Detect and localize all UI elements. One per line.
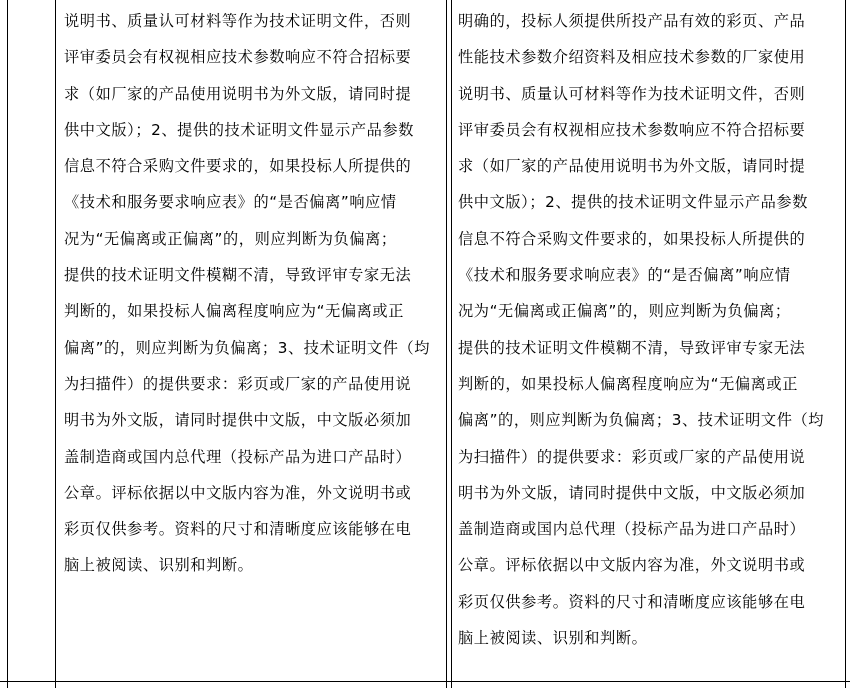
text-line: 为扫描件）的提供要求：彩页或厂家的产品使用说 — [458, 447, 806, 466]
text-line: 公章。评标依据以中文版内容为准，外文说明书或 — [64, 483, 412, 502]
text-line: 判断的，如果投标人偏离程度响应为“无偏离或正 — [458, 374, 799, 393]
text-line: 偏离”的，则应判断为负偏离；3、技术证明文件（均 — [64, 338, 431, 357]
text-line: 况为“无偏离或正偏离”的，则应判断为负偏离； — [64, 229, 397, 248]
text-line: 脑上被阅读、识别和判断。 — [458, 629, 648, 648]
text-line: 说明书、质量认可材料等作为技术证明文件，否则 — [458, 84, 806, 103]
text-line: 盖制造商或国内总代理（投标产品为进口产品时） — [64, 447, 412, 466]
left-cell-paragraph — [64, 3, 446, 584]
text-line: 脑上被阅读、识别和判断。 — [64, 556, 254, 575]
text-line: 偏离”的，则应判断为负偏离；3、技术证明文件（均 — [458, 411, 825, 430]
right-cell-paragraph — [458, 3, 844, 656]
text-line: 信息不符合采购文件要求的，如果投标人所提供的 — [64, 157, 412, 176]
left-text-cell — [64, 0, 446, 584]
text-line: 供中文版）；2、提供的技术证明文件显示产品参数 — [64, 120, 414, 139]
text-line: 明书为外文版，请同时提供中文版，中文版必须加 — [458, 483, 806, 502]
right-text-cell — [458, 0, 844, 656]
text-line: 明确的，投标人须提供所投产品有效的彩页、产品 — [458, 12, 806, 30]
text-line: 提供的技术证明文件模糊不清，导致评审专家无法 — [64, 266, 412, 285]
table-border-bottom — [0, 681, 850, 682]
text-line: 彩页仅供参考。资料的尺寸和清晰度应该能够在电 — [64, 520, 412, 539]
text-line: 明书为外文版，请同时提供中文版，中文版必须加 — [64, 411, 412, 430]
text-line: 提供的技术证明文件模糊不清，导致评审专家无法 — [458, 338, 806, 357]
text-line: 评审委员会有权视相应技术参数响应不符合招标要 — [64, 48, 412, 67]
text-line: 评审委员会有权视相应技术参数响应不符合招标要 — [458, 120, 806, 139]
text-line: 判断的，如果投标人偏离程度响应为“无偏离或正 — [64, 302, 405, 321]
text-line: 求（如厂家的产品使用说明书为外文版，请同时提 — [64, 84, 412, 103]
text-line: 求（如厂家的产品使用说明书为外文版，请同时提 — [458, 157, 806, 176]
text-line: 供中文版）；2、提供的技术证明文件显示产品参数 — [458, 193, 808, 212]
text-line: 彩页仅供参考。资料的尺寸和清晰度应该能够在电 — [458, 592, 806, 611]
text-line: 《技术和服务要求响应表》的“是否偏离”响应情 — [458, 266, 791, 285]
text-line: 况为“无偏离或正偏离”的，则应判断为负偏离； — [458, 302, 791, 321]
text-line: 为扫描件）的提供要求：彩页或厂家的产品使用说 — [64, 374, 412, 393]
table-divider-middle — [446, 0, 447, 688]
text-line: 《技术和服务要求响应表》的“是否偏离”响应情 — [64, 193, 397, 212]
text-line: 说明书、质量认可材料等作为技术证明文件，否则 — [64, 12, 412, 30]
table-border-right — [845, 0, 846, 688]
text-line: 性能技术参数介绍资料及相应技术参数的厂家使用 — [458, 48, 806, 67]
index-cell — [8, 0, 55, 681]
text-line: 信息不符合采购文件要求的，如果投标人所提供的 — [458, 229, 806, 248]
text-line: 盖制造商或国内总代理（投标产品为进口产品时） — [458, 520, 806, 539]
table-divider-index-column — [55, 0, 56, 688]
table-divider-middle-double — [451, 0, 452, 688]
text-line: 公章。评标依据以中文版内容为准，外文说明书或 — [458, 556, 806, 575]
